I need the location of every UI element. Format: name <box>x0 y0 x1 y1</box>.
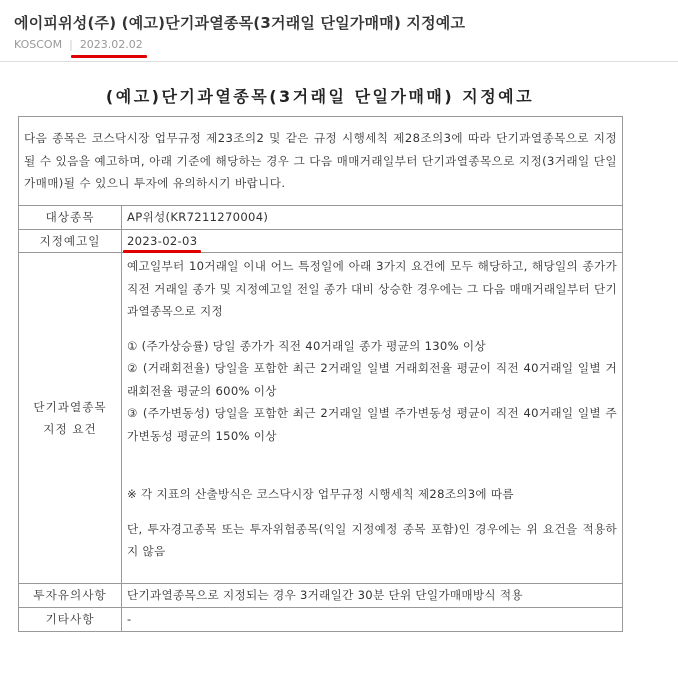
criteria-label-line1: 단기과열종목 <box>33 399 107 414</box>
intro-text: 다음 종목은 코스닥시장 업무규정 제23조의2 및 같은 규정 시행세칙 제28조의3에 따라 단기과열종목으로 지정될 수 있음을 예고하며, 아래 기준에 해당하는 경우 그 다음 매매거래일부터 단기과열종목으로 지정(3거래일 단일가매매)될 수 있으니 투자에 유의하시기 바랍니다. <box>19 117 623 206</box>
date-row <box>19 229 623 253</box>
article-meta <box>14 38 143 51</box>
criteria-row <box>19 253 623 584</box>
criteria-label <box>19 253 122 584</box>
other-value: - <box>122 608 623 632</box>
date-label: 지정예고일 <box>19 229 122 253</box>
publish-date: 2023.02.02 <box>79 38 143 51</box>
date-value-underline <box>123 250 201 253</box>
caution-value: 단기과열종목으로 지정되는 경우 3거래일간 30분 단위 단일가매매방식 적용 <box>122 584 623 608</box>
source-label: KOSCOM <box>14 38 63 51</box>
date-cell <box>122 229 623 253</box>
criteria-item-2: ② (거래회전율) 당일을 포함한 최근 2거래일 일별 거래회전율 평균이 직전 40거래일 일별 거래회전율 평균의 600% 이상 <box>127 361 618 398</box>
other-row <box>19 608 623 632</box>
criteria-content <box>122 253 623 584</box>
spacer <box>127 447 617 483</box>
date-value-wrap <box>127 230 197 253</box>
other-label: 기타사항 <box>19 608 122 632</box>
intro-row <box>19 117 623 206</box>
meta-separator: | <box>69 38 73 51</box>
document-title: (예고)단기과열종목(3거래일 단일가매매) 지정예고 <box>105 87 535 106</box>
target-value: AP위성(KR7211270004) <box>122 206 623 230</box>
caution-label: 투자유의사항 <box>19 584 122 608</box>
date-highlight-underline <box>71 55 147 58</box>
criteria-item-3: ③ (주가변동성) 당일을 포함한 최근 2거래일 일별 주가변동성 평균이 직전 40거래일 일별 주가변동성 평균의 150% 이상 <box>127 406 618 443</box>
target-row <box>19 206 623 230</box>
criteria-note: ※ 각 지표의 산출방식은 코스닥시장 업무규정 시행세칙 제28조의3에 따름 <box>127 487 514 501</box>
target-label: 대상종목 <box>19 206 122 230</box>
criteria-item-1: ① (주가상승률) 당일 종가가 직전 40거래일 종가 평균의 130% 이상 <box>127 338 486 353</box>
criteria-paragraph: 예고일부터 10거래일 이내 어느 특정일에 아래 3가지 요건에 모두 해당하고, 해당일의 종가가 직전 거래일 종가 및 지정예고일 전일 종가 대비 상승한 경우에는 그 다음 매매거래일부터 단기과열종목으로 지정 <box>127 259 618 318</box>
article-title: 에이피위성(주) (예고)단기과열종목(3거래일 단일가매매) 지정예고 <box>14 14 466 32</box>
spacer <box>127 506 617 518</box>
date-value: 2023-02-03 <box>127 233 198 248</box>
header-divider <box>0 61 678 62</box>
notice-table <box>18 116 623 632</box>
criteria-label-line2: 지정 요건 <box>43 422 97 436</box>
caution-row <box>19 584 623 608</box>
criteria-exception: 단, 투자경고종목 또는 투자위험종목(익일 지정예정 종목 포함)인 경우에는 위 요건을 적용하지 않음 <box>127 521 618 558</box>
spacer <box>127 323 617 335</box>
